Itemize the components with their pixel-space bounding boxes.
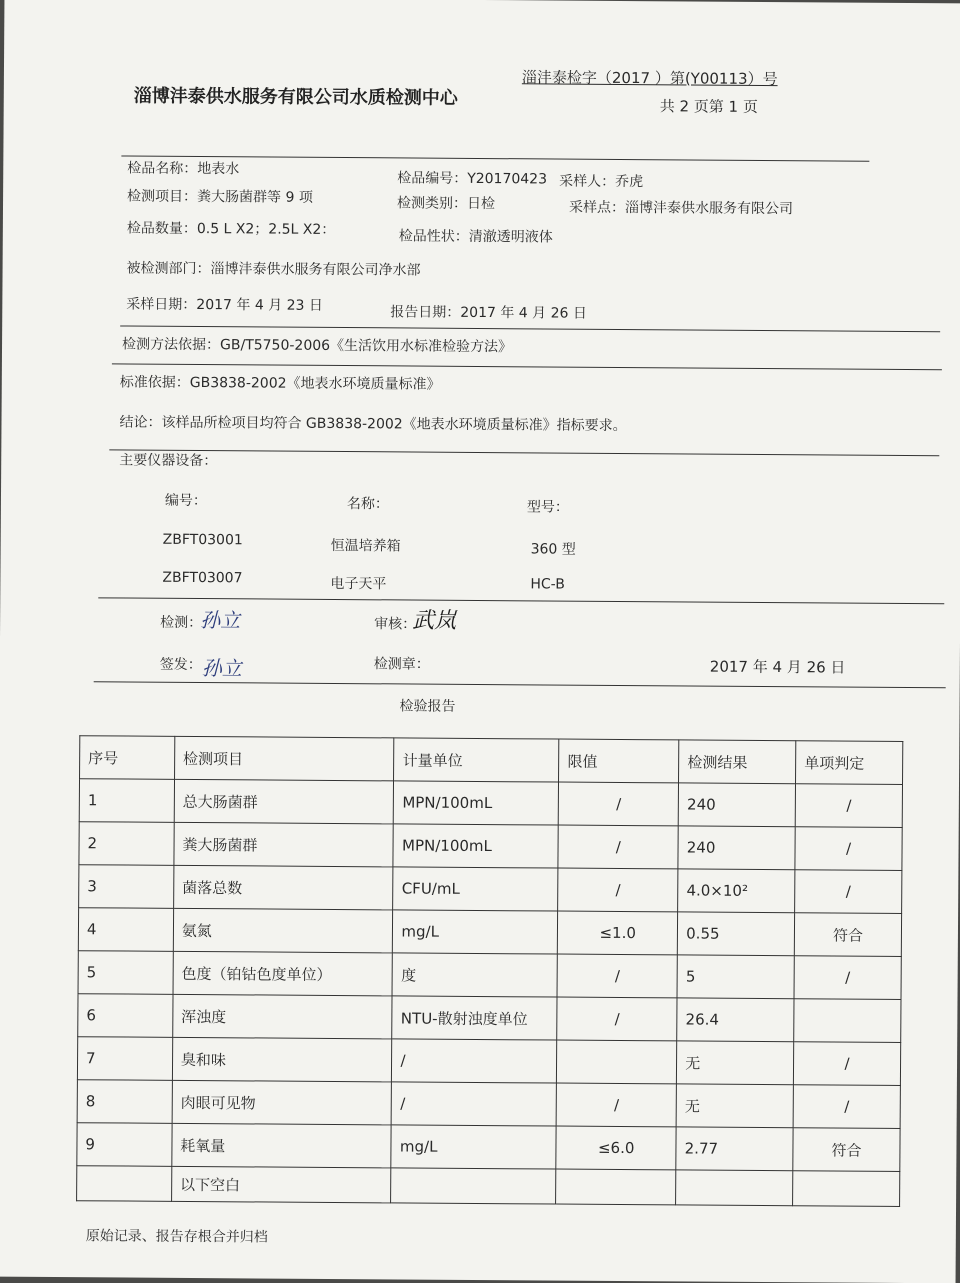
limit: ≤1.0 [558,911,678,955]
document-number: 淄沣泰检字（2017 ）第(Y00113）号 [521,68,778,89]
table-row [78,994,901,1043]
row-index: 9 [77,1123,172,1167]
judgement: 符合 [793,1128,900,1172]
conclusion: 结论：该样品所检项目均符合 GB3838-2002《地表水环境质量标准》指标要求。 [119,414,627,435]
test-item: 菌落总数 [173,865,393,910]
limit: / [556,1083,676,1127]
tester-label: 检测： [160,614,203,632]
unit: / [392,1039,557,1083]
issuer-label: 签发： [159,656,202,674]
limit: / [557,997,677,1041]
result: 4.0×10² [678,869,795,913]
row-index: 8 [77,1080,172,1124]
judgement: / [794,956,901,1000]
table-row [78,908,901,957]
column-header: 检测项目 [174,736,394,781]
unit: MPN/100mL [393,824,558,868]
judgement: 符合 [794,913,901,957]
result: 2.77 [676,1127,793,1171]
judgement [794,999,901,1043]
sample-quantity: 检品数量：0.5 L X2；2.5L X2： [126,220,336,238]
row-index: 2 [79,822,174,866]
unit: / [392,1082,557,1126]
instrument-header-model: 型号： [526,499,569,516]
unit: CFU/mL [393,867,558,911]
unit: mg/L [393,910,558,954]
instrument-header-name: 名称： [346,496,390,513]
row-index: 6 [78,994,173,1038]
result: 5 [677,955,794,999]
table-row [79,865,902,914]
table-row [77,1080,900,1129]
test-item: 粪大肠菌群 [174,822,394,867]
limit: / [557,954,677,998]
judgement: / [795,870,902,914]
tested-department: 被检测部门：淄博沣泰供水服务有限公司净水部 [126,260,421,279]
reviewer-label: 审核： [374,616,417,633]
test-item: 浑浊度 [173,994,393,1039]
sampling-point: 采样点：淄博沣泰供水服务有限公司 [568,199,794,218]
issuer-signature: 孙立 [201,656,242,681]
instrument-code: ZBFT03007 [162,569,243,587]
test-item: 肉眼可见物 [172,1080,392,1125]
unit: NTU-散射浊度单位 [392,996,557,1040]
table-footer-row [77,1166,900,1207]
unit: MPN/100mL [394,781,559,825]
instrument-name: 恒温培养箱 [330,537,401,555]
sign-date: 2017 年 4 月 26 日 [709,657,846,677]
archive-note: 原始记录、报告存根合并归档 [85,1228,268,1246]
row-index: 7 [77,1037,172,1081]
report-table [76,735,903,1207]
sample-property: 检品性状：清澈透明液体 [398,228,553,246]
test-item: 耗氧量 [172,1123,392,1168]
test-item: 总大肠菌群 [174,779,394,824]
divider [94,681,946,688]
reviewer-signature: 武岚 [412,608,457,634]
column-header: 限值 [559,739,679,783]
test-items: 检测项目：粪大肠菌群等 9 项 [127,188,313,206]
standard-basis: 标准依据：GB3838-2002《地表水环境质量标准》 [119,374,441,393]
limit [557,1040,677,1084]
table-row [77,1037,900,1086]
result: 26.4 [677,998,794,1042]
sampling-date: 采样日期：2017 年 4 月 23 日 [126,296,323,314]
result: 无 [677,1041,794,1085]
test-item: 氨氮 [173,908,393,953]
column-header: 单项判定 [796,741,903,785]
table-row [79,822,902,871]
sample-code: 检品编号：Y20170423 [397,170,548,188]
table-row [78,951,901,1000]
tester-signature: 孙立 [200,608,241,633]
blank-below-note: 以下空白 [171,1166,391,1203]
column-header: 序号 [80,736,175,780]
result: 无 [676,1084,793,1128]
divider [120,325,940,332]
test-item: 色度（铂钴色度单位） [173,951,393,996]
result: 0.55 [678,912,795,956]
instrument-name: 电子天平 [330,575,387,593]
result: 240 [678,826,795,870]
limit: / [558,868,678,912]
table-header-row [80,736,903,785]
row-index: 3 [79,865,174,909]
page-info: 共 2 页第 1 页 [659,97,758,116]
test-method: 检测方法依据：GB/T5750-2006《生活饮用水标准检验方法》 [121,336,513,356]
sampler: 采样人：乔虎 [559,173,644,191]
judgement: / [794,1042,901,1086]
report-title: 检验报告 [399,698,456,715]
instrument-code: ZBFT03001 [162,531,243,549]
judgement: / [795,827,902,871]
limit: / [559,782,679,826]
limit: / [558,825,678,869]
instruments-title: 主要仪器设备： [119,452,218,470]
stamp-label: 检测章： [373,656,430,673]
test-type: 检测类别：日检 [396,195,496,213]
unit: mg/L [391,1125,556,1169]
column-header: 计量单位 [394,738,559,782]
table-row [79,779,902,828]
organization-title: 淄博沣泰供水服务有限公司水质检测中心 [133,85,458,109]
report-date: 报告日期：2017 年 4 月 26 日 [390,304,587,322]
sample-name: 检品名称：地表水 [127,160,240,178]
judgement: / [793,1085,900,1129]
instrument-model: 360 型 [530,541,576,558]
unit: 度 [392,953,557,997]
instrument-model: HC-B [530,576,565,593]
table-row [77,1123,900,1172]
divider [112,363,942,370]
row-index: 4 [78,908,173,952]
result: 240 [678,783,795,827]
judgement: / [795,784,902,828]
row-index: 1 [79,779,174,823]
row-index: 5 [78,951,173,995]
limit: ≤6.0 [556,1126,676,1170]
instrument-header-code: 编号： [164,492,208,510]
test-item: 臭和味 [172,1037,392,1082]
divider [109,449,939,456]
divider [98,597,944,604]
column-header: 检测结果 [679,740,796,784]
